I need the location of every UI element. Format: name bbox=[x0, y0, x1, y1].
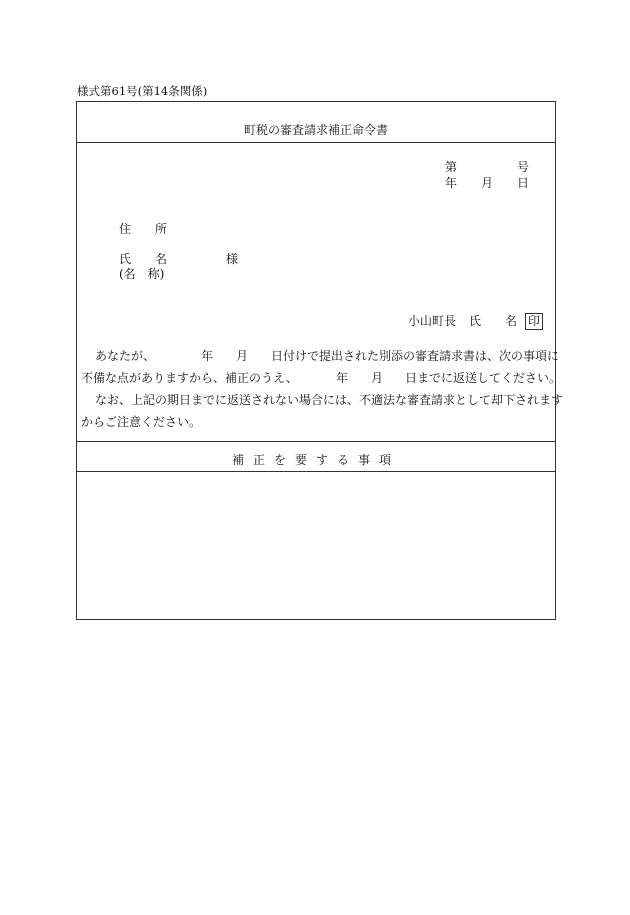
date-day: 日 bbox=[517, 176, 530, 190]
issuer-name-label: 氏 名 bbox=[469, 314, 518, 328]
corrections-area[interactable] bbox=[77, 472, 555, 619]
body-year-2: 年 bbox=[336, 371, 349, 385]
body-month-2: 月 bbox=[371, 371, 384, 385]
issuer-title: 小山町長 bbox=[408, 314, 457, 328]
date-month: 月 bbox=[481, 176, 494, 190]
body-text-1a: あなたが、 bbox=[95, 349, 156, 363]
body-text-1d: 日までに返送してください。 bbox=[405, 371, 562, 385]
body-year-1: 年 bbox=[201, 349, 214, 363]
section-title: 補正を要する事項 bbox=[231, 453, 400, 467]
body-text-2a: なお、上記の期日までに返送されない場合には、不適法な審査請求として却下されます bbox=[95, 393, 564, 407]
divider-section-top bbox=[77, 441, 555, 442]
body-month-1: 月 bbox=[236, 349, 249, 363]
body-text-1c: 不備な点がありますから、補正のうえ、 bbox=[81, 371, 298, 385]
divider-title bbox=[77, 142, 555, 143]
seal-mark bbox=[525, 310, 543, 330]
address-label: 住 所 bbox=[119, 222, 168, 236]
body-text-1b: 日付けで提出された別添の審査請求書は、次の事項に bbox=[271, 349, 560, 363]
organization-label: (名 称) bbox=[119, 267, 165, 281]
date-year: 年 bbox=[445, 176, 458, 190]
form-number: 様式第61号(第14条関係) bbox=[77, 84, 208, 98]
seal-text: 印 bbox=[525, 313, 543, 330]
body-text-2b: からご注意ください。 bbox=[81, 415, 202, 429]
honorific: 様 bbox=[226, 252, 239, 266]
document-title: 町税の審査請求補正命令書 bbox=[243, 123, 388, 137]
reference-number-prefix: 第 bbox=[445, 160, 458, 174]
form-frame bbox=[76, 101, 564, 620]
name-label: 氏 名 bbox=[119, 252, 168, 266]
reference-number-suffix: 号 bbox=[517, 160, 530, 174]
